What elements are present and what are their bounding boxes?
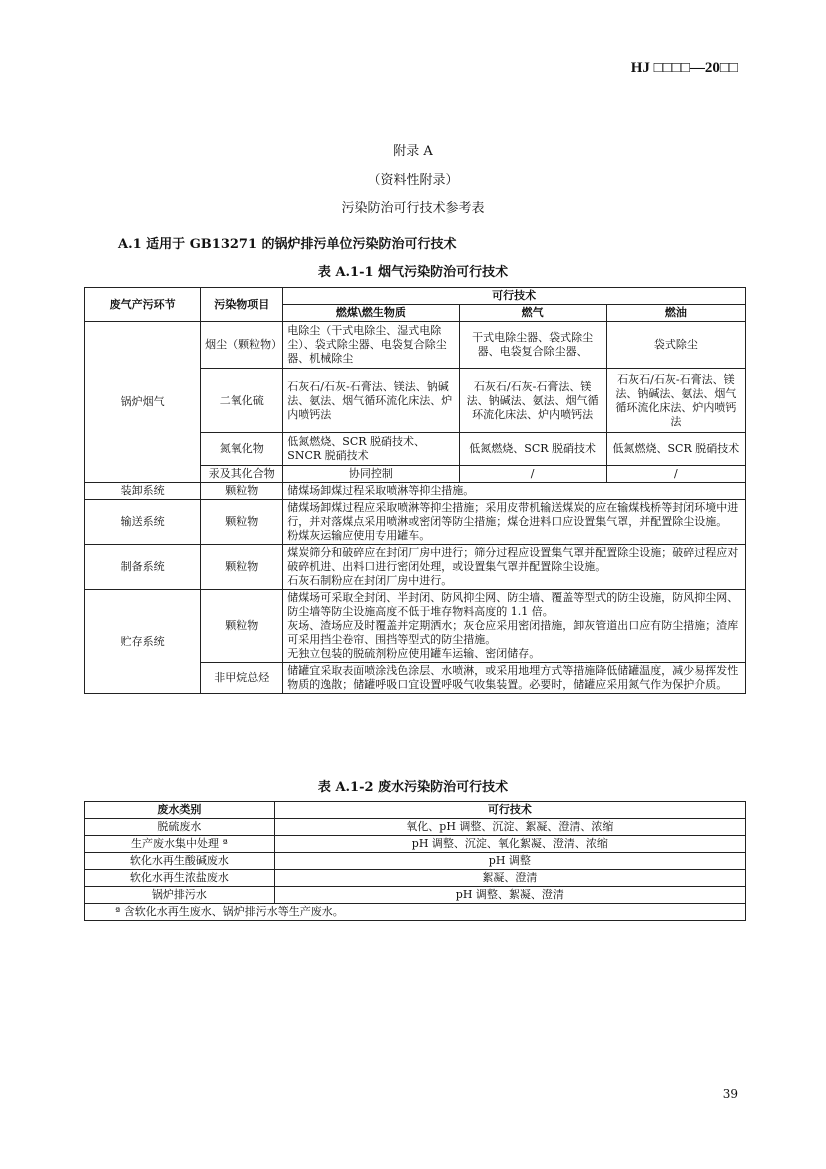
pollutant-cell: 颗粒物 [201,545,283,590]
pollutant-cell: 颗粒物 [201,590,283,663]
stage-storage: 贮存系统 [85,590,201,694]
stage-cell: 装卸系统 [85,483,201,500]
coal-tech-cell: 协同控制 [283,466,459,483]
flue-gas-table [84,287,746,694]
oil-tech-cell: / [606,466,745,483]
pollutant-cell: 二氧化硫 [201,369,283,433]
oil-tech-cell: 石灰石/石灰-石膏法、镁法、钠碱法、氨法、烟气循环流化床法、炉内喷钙法 [606,369,745,433]
wastewater-tech-cell: pH 调整 [274,853,745,870]
wastewater-type-cell: 生产废水集中处理 ª [85,836,275,853]
pollutant-cell: 颗粒物 [201,500,283,545]
tech-line: 石灰石制粉应在封闭厂房中进行。 [287,574,453,587]
appendix-heading: 污染防治可行技术参考表 [341,201,485,216]
tech-line: 无独立包装的脱硫剂粉应使用罐车运输、密闭储存。 [287,647,541,660]
appendix-subtitle: （资料性附录） [367,173,459,188]
wastewater-type-cell: 软化水再生浓盐废水 [85,870,275,887]
header-tech: 可行技术 [283,288,746,305]
wastewater-type-cell: 锅炉排污水 [85,887,275,904]
wastewater-type-cell: 软化水再生酸碱废水 [85,853,275,870]
pollutant-cell: 氮氧化物 [201,433,283,466]
coal-tech-cell: 低氮燃烧、SCR 脱硝技术、SNCR 脱硝技术 [283,433,459,466]
header-wastewater-type: 废水类别 [85,802,275,819]
wastewater-tech-cell: pH 调整、沉淀、氧化絮凝、澄清、浓缩 [274,836,745,853]
tech-line: 粉煤灰运输应使用专用罐车。 [287,529,431,542]
gas-tech-cell: / [459,466,606,483]
pollutant-cell: 颗粒物 [201,483,283,500]
tech-cell: 储煤场卸煤过程采取喷淋等抑尘措施。 [283,483,746,500]
tech-line: 储煤场可采取全封闭、半封闭、防风抑尘网、防尘墙、覆盖等型式的防尘设施，防风抑尘网、防尘墙等防尘设施高度不低于堆存物料高度的 1.1 倍。 [287,591,739,618]
pollutant-cell: 汞及其化合物 [201,466,283,483]
page-number: 39 [722,1087,738,1101]
wastewater-tech-cell: pH 调整、絮凝、澄清 [274,887,745,904]
tech-line: 煤炭筛分和破碎应在封闭厂房中进行；筛分过程应设置集气罩并配置除尘设施；破碎过程应对破碎机进、出料口进行密闭处理，或设置集气罩并配置除尘设施。 [287,546,739,573]
table-footnote: ª 含软化水再生废水、锅炉排污水等生产废水。 [85,904,746,921]
tech-cell [283,545,746,590]
tech-cell [283,500,746,545]
table2-caption: 表 A.1-2 废水污染防治可行技术 [317,780,509,795]
tech-line: 储煤场卸煤过程应采取喷淋等抑尘措施；采用皮带机输送煤炭的应在输煤栈桥等封闭环境中进行，并对落煤点采用喷淋或密闭等防尘措施；煤仓进料口应设置集气罩，并配置除尘设施。 [287,501,739,528]
header-oil: 燃油 [606,305,745,322]
oil-tech-cell: 低氮燃烧、SCR 脱硝技术 [606,433,745,466]
stage-boiler: 锅炉烟气 [85,322,201,483]
oil-tech-cell: 袋式除尘 [606,322,745,369]
wastewater-type-cell: 脱硫废水 [85,819,275,836]
coal-tech-cell: 电除尘（干式电除尘、湿式电除尘）、袋式除尘器、电袋复合除尘器、机械除尘 [283,322,459,369]
section-heading: A.1 适用于 GB13271 的锅炉排污单位污染防治可行技术 [118,237,457,252]
appendix-title: 附录 A [393,144,433,159]
header-coal: 燃煤\燃生物质 [283,305,459,322]
header-feasible-tech: 可行技术 [274,802,745,819]
gas-tech-cell: 低氮燃烧、SCR 脱硝技术 [459,433,606,466]
table1-caption: 表 A.1-1 烟气污染防治可行技术 [317,265,509,280]
tech-line: 灰场、渣场应及时覆盖并定期洒水；灰仓应采用密闭措施，卸灰管道出口应有防尘措施；渣库可采用挡尘卷帘、围挡等型式的防尘措施。 [287,619,739,646]
standard-number: HJ □□□□—20□□ [630,60,738,76]
pollutant-cell: 非甲烷总烃 [201,663,283,694]
header-pollutant: 污染物项目 [201,288,283,322]
coal-tech-cell: 石灰石/石灰-石膏法、镁法、钠碱法、氨法、烟气循环流化床法、炉内喷钙法 [283,369,459,433]
gas-tech-cell: 干式电除尘器、袋式除尘器、电袋复合除尘器、 [459,322,606,369]
stage-cell: 输送系统 [85,500,201,545]
tech-cell [283,590,746,663]
wastewater-tech-cell: 絮凝、澄清 [274,870,745,887]
header-gas: 燃气 [459,305,606,322]
wastewater-tech-cell: 氧化、pH 调整、沉淀、絮凝、澄清、浓缩 [274,819,745,836]
stage-cell: 制备系统 [85,545,201,590]
gas-tech-cell: 石灰石/石灰-石膏法、镁法、钠碱法、氨法、烟气循环流化床法、炉内喷钙法 [459,369,606,433]
pollutant-cell: 烟尘（颗粒物） [201,322,283,369]
header-stage: 废气产污环节 [85,288,201,322]
tech-cell: 储罐宜采取表面喷涂浅色涂层、水喷淋，或采用地埋方式等措施降低储罐温度，减少易挥发性物质的逸散；储罐呼吸口宜设置呼吸气收集装置。必要时，储罐应采用氮气作为保护介质。 [283,663,746,694]
wastewater-table [84,801,746,921]
